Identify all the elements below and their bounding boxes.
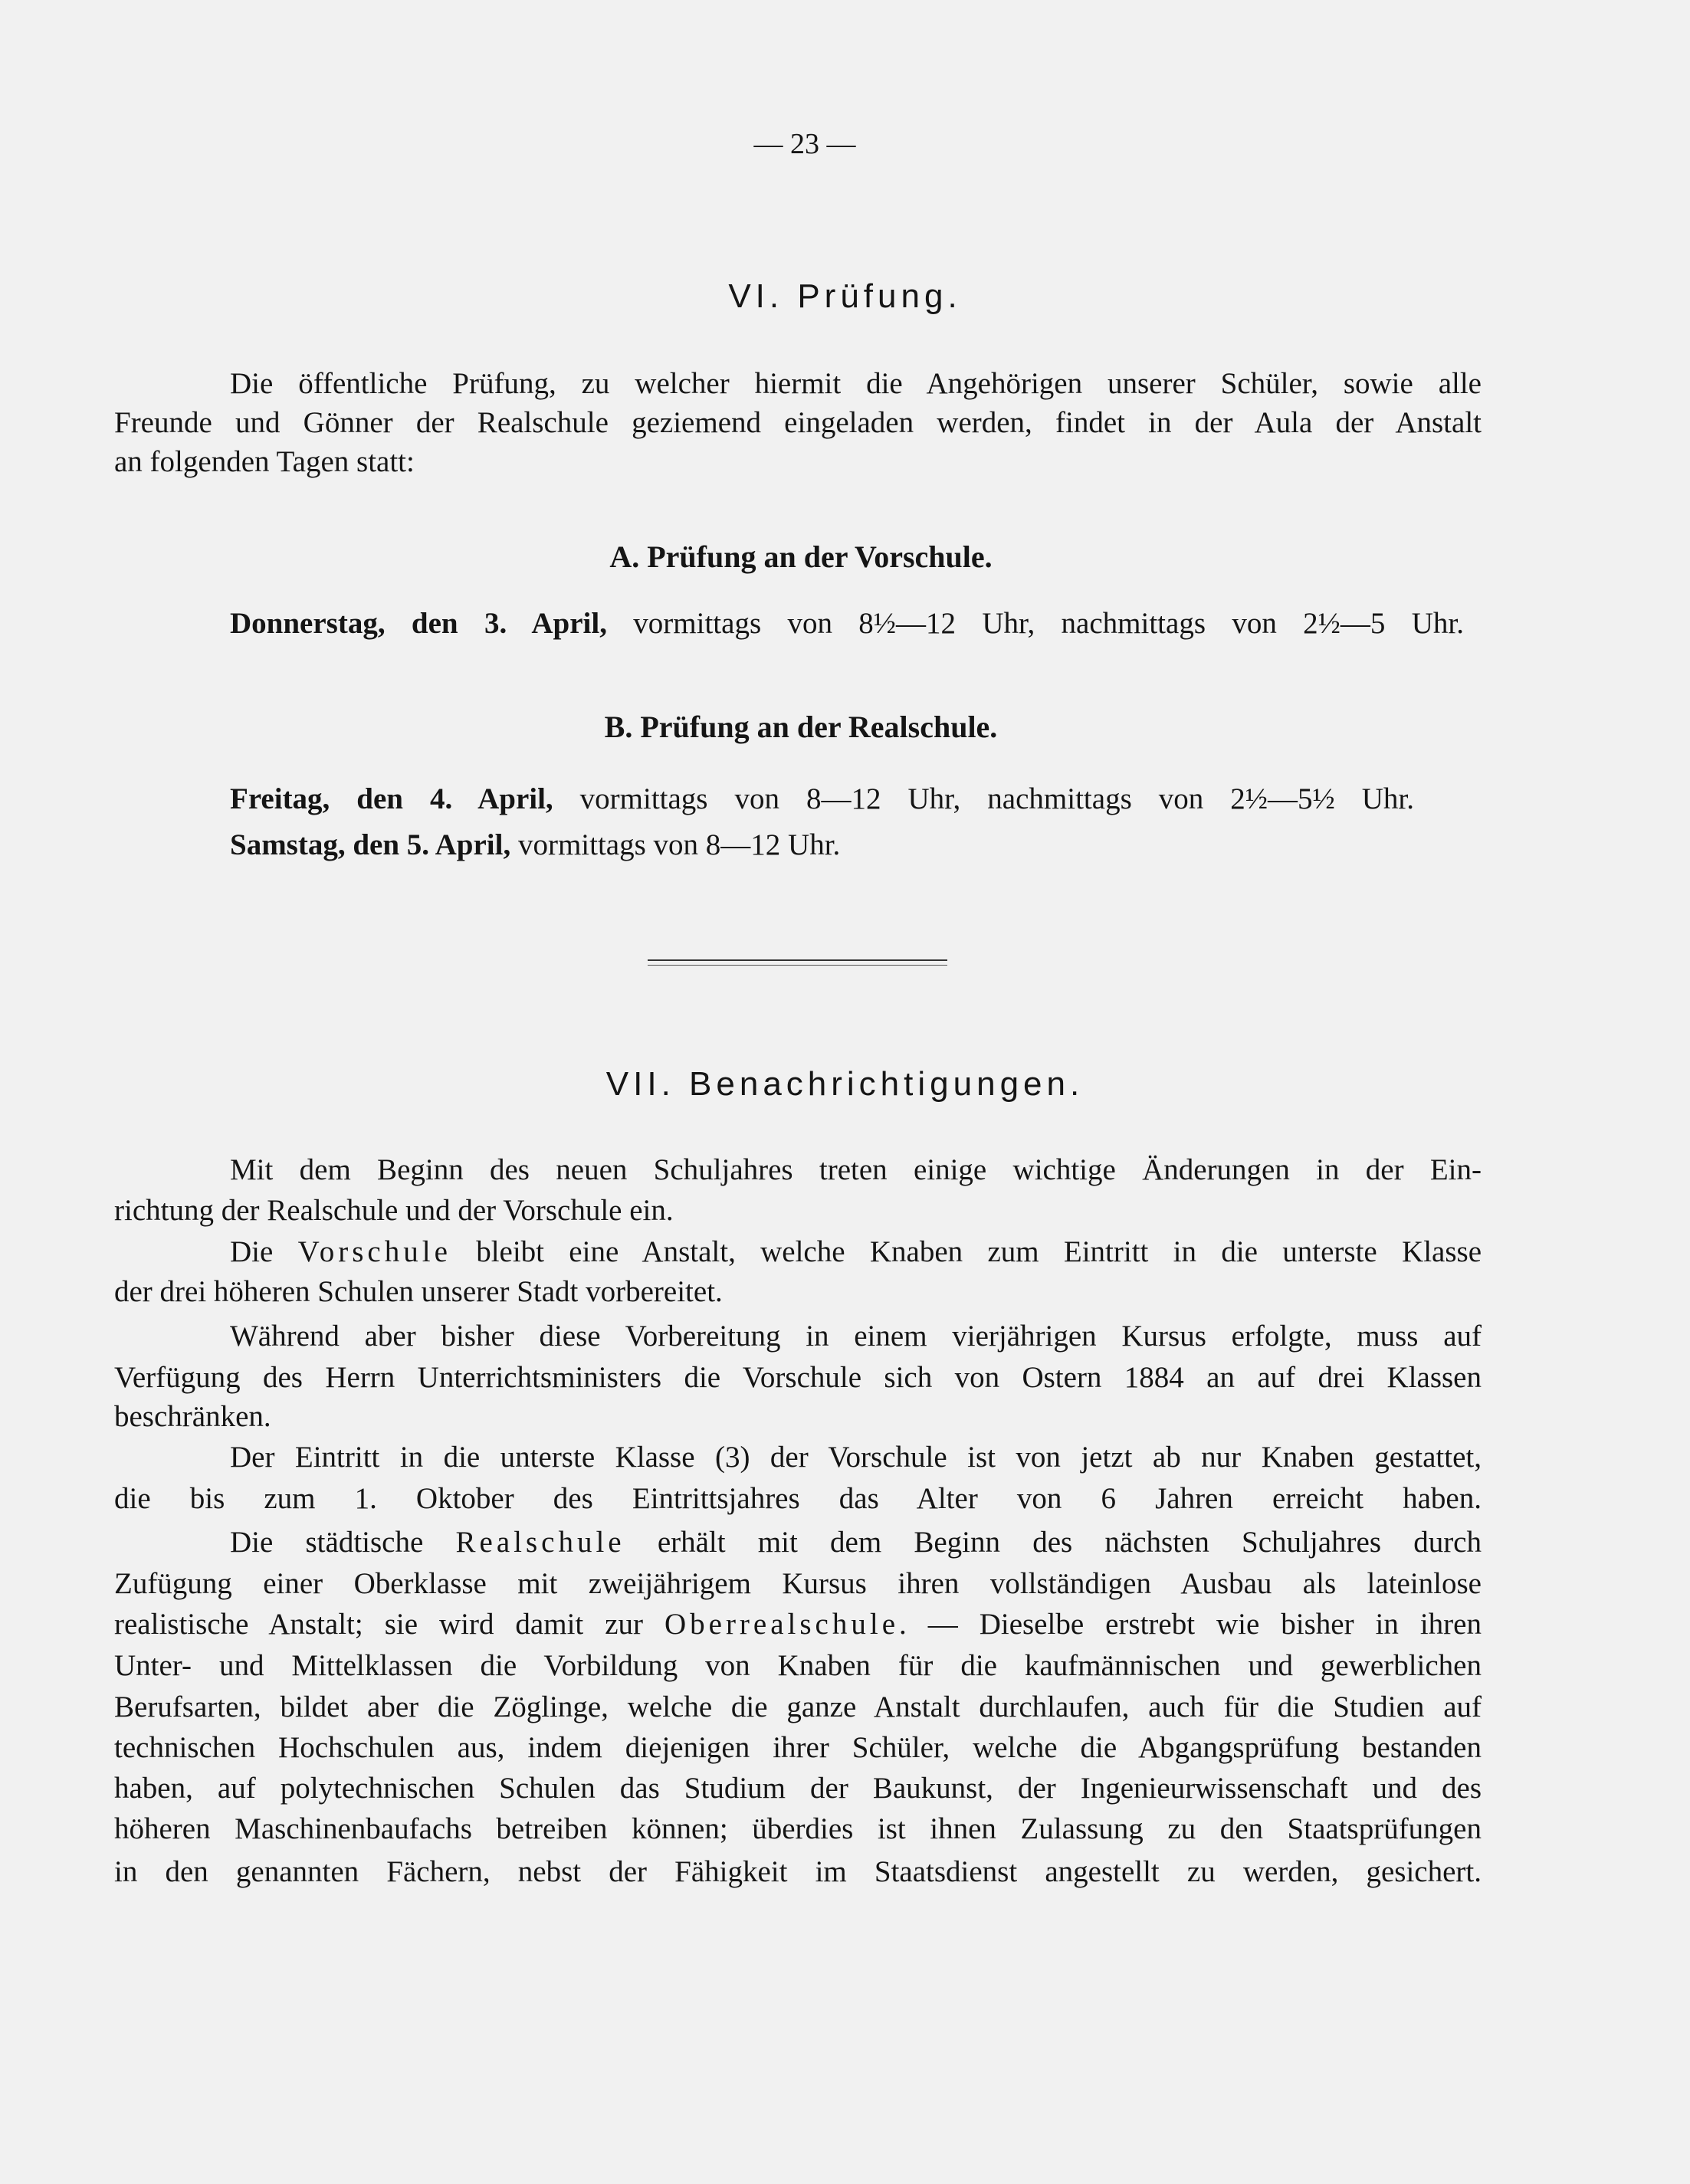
text-line: [114, 1729, 1482, 1767]
text-segment: beschränken.: [114, 1400, 271, 1433]
text-line: [114, 443, 415, 481]
text-segment: Während aber bisher diese Vorbereitung in einem vierjährigen Kursus erfolgte, muss auf: [230, 1320, 1482, 1353]
text-line: [114, 1853, 1482, 1891]
text-line: [230, 826, 840, 864]
text-line: [114, 1647, 1482, 1685]
text-segment: in den genannten Fächern, nebst der Fähigkeit im Staatsdienst angestellt zu werden, gesichert.: [114, 1855, 1482, 1888]
text-segment: realistische Anstalt; sie wird damit zur: [114, 1608, 665, 1641]
emphasized-term: Oberrealschule: [664, 1608, 900, 1641]
emphasized-term: Realschule: [455, 1526, 625, 1559]
text-line: [114, 1273, 723, 1311]
text-segment: Mit dem Beginn des neuen Schuljahres treten einige wichtige Änderungen in der Ein-: [230, 1153, 1482, 1186]
text-segment: der drei höheren Schulen unserer Stadt vorbereitet.: [114, 1275, 723, 1308]
text-segment: vormittags von 8—12 Uhr, nachmittags von 2½—5½ Uhr.: [553, 782, 1414, 815]
date-label: Freitag, den 4. April,: [230, 782, 553, 815]
text-segment: Berufsarten, bildet aber die Zöglinge, welche die ganze Anstalt durchlaufen, auch für die Studien auf: [114, 1690, 1482, 1723]
text-segment: Die: [230, 1235, 298, 1268]
text-segment: vormittags von 8—12 Uhr.: [510, 828, 841, 861]
section-vi-title: VI. Prüfung.: [728, 277, 962, 315]
text-segment: Die öffentliche Prüfung, zu welcher hiermit die Angehörigen unserer Schüler, sowie alle: [230, 367, 1482, 400]
text-segment: Zufügung einer Oberklasse mit zweijährigem Kursus ihren vollständigen Ausbau als lateinlose: [114, 1567, 1482, 1600]
text-line: [230, 1438, 1482, 1477]
date-label: Donnerstag, den 3. April,: [230, 607, 607, 640]
text-line: [114, 1688, 1482, 1727]
text-line: [114, 1192, 674, 1230]
subheading-a: A. Prüfung an der Vorschule.: [609, 539, 993, 574]
text-line: [114, 1565, 1482, 1603]
text-segment: höheren Maschinenbaufachs betreiben können; überdies ist ihnen Zulassung zu den Staatsprüfungen: [114, 1812, 1482, 1845]
text-segment: Freunde und Gönner der Realschule geziemend eingeladen werden, findet in der Aula der Anstalt: [114, 406, 1482, 439]
text-line: [230, 780, 1414, 818]
text-line: [114, 1359, 1482, 1397]
text-line: [114, 1398, 271, 1436]
text-line: [114, 404, 1482, 442]
text-segment: an folgenden Tagen statt:: [114, 445, 415, 478]
text-segment: richtung der Realschule und der Vorschule ein.: [114, 1194, 674, 1227]
text-line: [230, 1233, 1482, 1271]
subheading-b: B. Prüfung an der Realschule.: [604, 710, 998, 744]
text-segment: technischen Hochschulen aus, indem diejenigen ihrer Schüler, welche die Abgangsprüfung bestanden: [114, 1731, 1482, 1764]
text-segment: die bis zum 1. Oktober des Eintrittsjahres das Alter von 6 Jahren erreicht haben.: [114, 1482, 1482, 1515]
text-line: [230, 1151, 1482, 1189]
text-line: [230, 605, 1464, 643]
text-segment: haben, auf polytechnischen Schulen das Studium der Baukunst, der Ingenieurwissenschaft und des: [114, 1772, 1482, 1805]
text-line: [230, 1523, 1482, 1562]
text-line: [114, 1605, 1482, 1644]
text-segment: bleibt eine Anstalt, welche Knaben zum Eintritt in die unterste Klasse: [451, 1235, 1482, 1268]
text-segment: Unter- und Mittelklassen die Vorbildung von Knaben für die kaufmännischen und gewerblichen: [114, 1649, 1482, 1682]
text-segment: erhält mit dem Beginn des nächsten Schuljahres durch: [625, 1526, 1482, 1559]
text-line: [114, 1480, 1482, 1518]
page-number: — 23 —: [753, 128, 856, 160]
text-line: [230, 365, 1482, 403]
text-line: [230, 1317, 1482, 1356]
section-vii-title: VII. Benachrichtigungen.: [605, 1065, 1085, 1103]
text-segment: Die städtische: [230, 1526, 456, 1559]
date-label: Samstag, den 5. April,: [230, 828, 511, 861]
section-divider: [648, 959, 947, 966]
text-segment: Der Eintritt in die unterste Klasse (3) der Vorschule ist von jetzt ab nur Knaben gestattet,: [230, 1441, 1482, 1474]
text-line: [114, 1810, 1482, 1848]
emphasized-term: Vorschule: [297, 1235, 451, 1268]
text-segment: Verfügung des Herrn Unterrichtsministers die Vorschule sich von Ostern 1884 an auf drei Klassen: [114, 1361, 1482, 1394]
text-line: [114, 1769, 1482, 1808]
text-segment: . — Dieselbe erstrebt wie bisher in ihren: [899, 1608, 1482, 1641]
text-segment: vormittags von 8½—12 Uhr, nachmittags von 2½—5 Uhr.: [606, 607, 1465, 640]
